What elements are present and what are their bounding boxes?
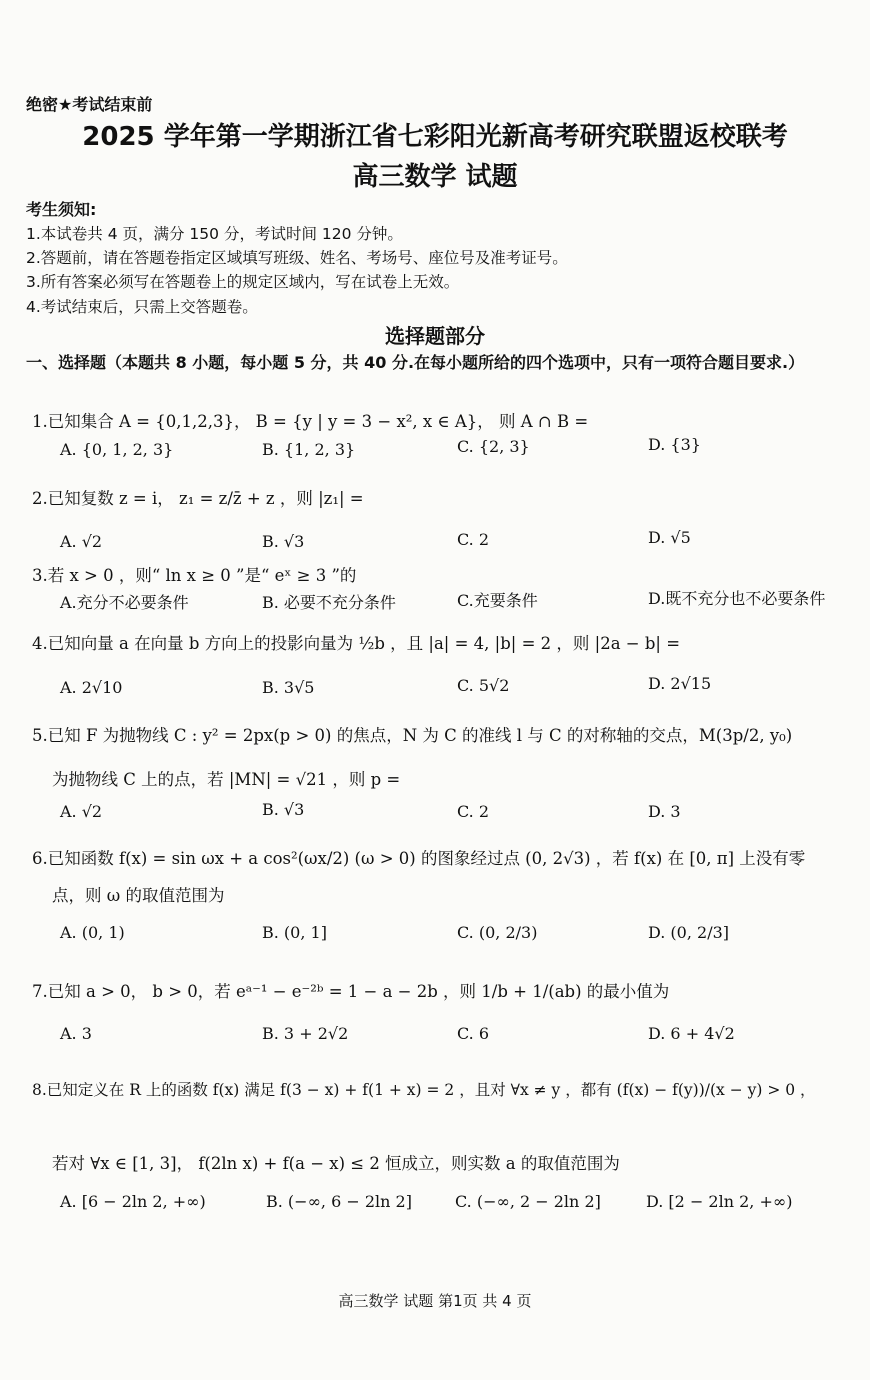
question-stem: 8.已知定义在 R 上的函数 f(x) 满足 f(3 − x) + f(1 + x) = 2 ，且对 ∀x ≠ y ，都有 (f(x) − f(y))/(x − y) > 0 ，	[32, 1081, 816, 1099]
question-stem: 1.已知集合 A = {0,1,2,3}， B = {y | y = 3 − x², x ∈ A}， 则 A ∩ B =	[32, 412, 589, 431]
option-a: A.充分不必要条件	[60, 593, 189, 612]
part-instructions: 一、选择题（本题共 8 小题，每小题 5 分，共 40 分.在每小题所给的四个选项中，只有一项符合题目要求.）	[26, 353, 805, 372]
option-c: C. (0, 2/3)	[457, 923, 538, 942]
option-a: A. √2	[60, 532, 103, 551]
option-d: D. (0, 2/3]	[648, 923, 730, 942]
option-a: A. (0, 1)	[60, 923, 125, 942]
option-d: D. 2√15	[648, 674, 712, 693]
option-c: C. 2	[457, 802, 490, 821]
option-c: C. 2	[457, 530, 490, 549]
question-stem: 3.若 x > 0 ，则“ ln x ≥ 0 ”是“ eˣ ≥ 3 ”的	[32, 566, 357, 585]
option-d: D. √5	[648, 528, 691, 547]
option-c: C. (−∞, 2 − 2ln 2]	[455, 1192, 601, 1211]
notice-item: 3.所有答案必须写在答题卷上的规定区域内，写在试卷上无效。	[26, 273, 460, 291]
question-stem: 5.已知 F 为抛物线 C : y² = 2px(p > 0) 的焦点，N 为 C 的准线 l 与 C 的对称轴的交点，M(3p/2, y₀)	[32, 726, 793, 745]
question-stem: 4.已知向量 a 在向量 b 方向上的投影向量为 ½b ，且 |a| = 4, |b| = 2 ，则 |2a − b| =	[32, 634, 681, 653]
option-b: B. 3 + 2√2	[262, 1024, 349, 1043]
notice-heading: 考生须知:	[26, 200, 97, 219]
option-b: B. √3	[262, 800, 305, 819]
option-d: D. {3}	[648, 435, 701, 454]
option-d: D. [2 − 2ln 2, +∞)	[646, 1192, 793, 1211]
option-a: A. {0, 1, 2, 3}	[60, 440, 174, 459]
question-stem: 2.已知复数 z = i， z₁ = z/z̄ + z ，则 |z₁| =	[32, 489, 364, 508]
option-c: C. 5√2	[457, 676, 510, 695]
exam-subtitle: 高三数学 试题	[352, 162, 518, 192]
exam-title: 2025 学年第一学期浙江省七彩阳光新高考研究联盟返校联考	[82, 122, 788, 152]
option-a: A. 2√10	[60, 678, 123, 697]
option-b: B. (−∞, 6 − 2ln 2]	[266, 1192, 412, 1211]
notice-item: 1.本试卷共 4 页，满分 150 分，考试时间 120 分钟。	[26, 225, 403, 243]
question-stem: 6.已知函数 f(x) = sin ωx + a cos²(ωx/2) (ω > 0) 的图象经过点 (0, 2√3) ，若 f(x) 在 [0, π] 上没有零	[32, 849, 806, 868]
question-stem: 7.已知 a > 0， b > 0，若 eᵃ⁻¹ − e⁻²ᵇ = 1 − a − 2b ，则 1/b + 1/(ab) 的最小值为	[32, 982, 670, 1001]
confidential-mark: 绝密★考试结束前	[26, 95, 153, 114]
option-a: A. [6 − 2ln 2, +∞)	[60, 1192, 206, 1211]
page-footer: 高三数学 试题 第1页 共 4 页	[338, 1292, 532, 1310]
option-b: B. (0, 1]	[262, 923, 327, 942]
section-title: 选择题部分	[385, 324, 485, 348]
option-b: B. 必要不充分条件	[262, 593, 396, 612]
question-stem-continued: 点，则 ω 的取值范围为	[52, 886, 225, 905]
option-c: C. {2, 3}	[457, 437, 530, 456]
option-c: C.充要条件	[457, 591, 538, 610]
question-stem-continued: 为抛物线 C 上的点，若 |MN| = √21 ，则 p =	[52, 770, 401, 789]
notice-item: 4.考试结束后，只需上交答题卷。	[26, 298, 258, 316]
option-b: B. √3	[262, 532, 305, 551]
option-d: D.既不充分也不必要条件	[648, 589, 826, 608]
option-a: A. 3	[60, 1024, 92, 1043]
option-c: C. 6	[457, 1024, 490, 1043]
option-a: A. √2	[60, 802, 103, 821]
option-b: B. 3√5	[262, 678, 315, 697]
notice-item: 2.答题前，请在答题卷指定区域填写班级、姓名、考场号、座位号及准考证号。	[26, 249, 568, 267]
question-stem-continued: 若对 ∀x ∈ [1, 3]， f(2ln x) + f(a − x) ≤ 2 恒成立，则实数 a 的取值范围为	[52, 1154, 620, 1173]
option-d: D. 3	[648, 802, 681, 821]
option-b: B. {1, 2, 3}	[262, 440, 356, 459]
option-d: D. 6 + 4√2	[648, 1024, 735, 1043]
